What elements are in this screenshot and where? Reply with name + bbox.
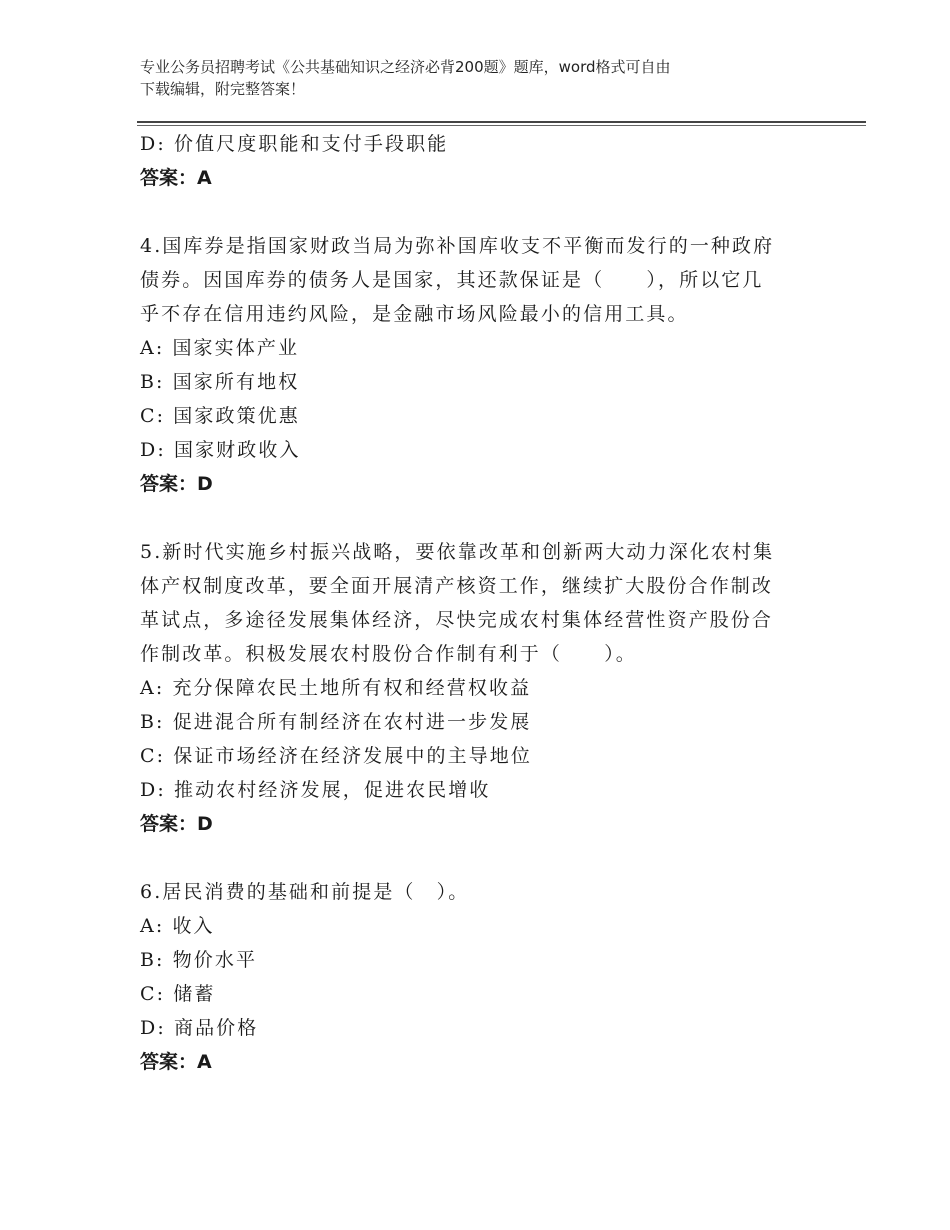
header-rule-thin: [137, 125, 866, 126]
answer: 答案：A: [140, 167, 212, 189]
question-stem: [140, 535, 800, 671]
stem-line: 乎不存在信用违约风险，是金融市场风险最小的信用工具。: [140, 303, 689, 325]
spacer: [140, 501, 800, 535]
option-a: A: 收入: [140, 915, 215, 937]
question-4: [140, 229, 800, 501]
spacer: [140, 841, 800, 875]
question-stem: [140, 875, 800, 909]
header-rule-thick: [137, 121, 866, 123]
answer: 答案：D: [140, 473, 213, 495]
stem-line: 债券。因国库券的债务人是国家，其还款保证是（ ），所以它几: [140, 269, 764, 291]
document-body: [140, 127, 800, 1079]
stem-line: 革试点，多途径发展集体经济，尽快完成农村集体经营性资产股份合: [140, 609, 774, 631]
question-6: [140, 875, 800, 1079]
option-b: B: 国家所有地权: [140, 371, 300, 393]
option-c: C: 国家政策优惠: [140, 405, 300, 427]
option-a: A: 充分保障农民土地所有权和经营权收益: [140, 677, 532, 699]
stem-line: 4.国库券是指国家财政当局为弥补国库收支不平衡而发行的一种政府: [140, 235, 775, 257]
stem-line: 作制改革。积极发展农村股份合作制有利于（ ）。: [140, 643, 637, 665]
option-a: A: 国家实体产业: [140, 337, 300, 359]
option-d: D: 商品价格: [140, 1017, 259, 1039]
answer: 答案：D: [140, 813, 213, 835]
option-d: D: 国家财政收入: [140, 439, 301, 461]
stem-line: 6.居民消费的基础和前提是（ ）。: [140, 881, 470, 903]
header-line-1: 专业公务员招聘考试《公共基础知识之经济必背200题》题库，word格式可自由: [140, 58, 671, 76]
option-b: B: 物价水平: [140, 949, 258, 971]
question-3-tail: [140, 127, 800, 195]
stem-line: 5.新时代实施乡村振兴战略，要依靠改革和创新两大动力深化农村集: [140, 541, 775, 563]
question-5: [140, 535, 800, 841]
question-stem: [140, 229, 800, 331]
option-c: C: 保证市场经济在经济发展中的主导地位: [140, 745, 532, 767]
answer: 答案：A: [140, 1051, 212, 1073]
document-header: [140, 56, 820, 100]
option-b: B: 促进混合所有制经济在农村进一步发展: [140, 711, 532, 733]
option-c: C: 储蓄: [140, 983, 216, 1005]
stem-line: 体产权制度改革，要全面开展清产核资工作，继续扩大股份合作制改: [140, 575, 774, 597]
spacer: [140, 195, 800, 229]
option-d: D: 推动农村经济发展，促进农民增收: [140, 779, 491, 801]
option-d: D: 价值尺度职能和支付手段职能: [140, 133, 449, 155]
header-line-2: 下载编辑，附完整答案！: [140, 80, 306, 98]
